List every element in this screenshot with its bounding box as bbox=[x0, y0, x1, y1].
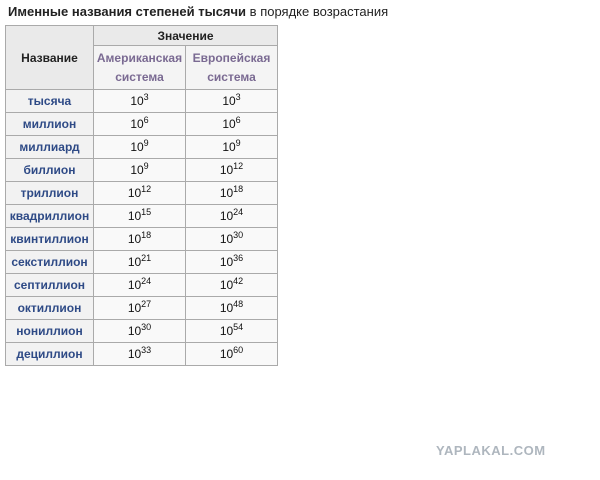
table-row bbox=[6, 251, 278, 274]
power-exponent: 9 bbox=[143, 161, 149, 171]
power-base: 10 bbox=[219, 301, 234, 315]
table-body bbox=[6, 90, 278, 366]
caption-subtitle: в порядке возрастания bbox=[246, 4, 389, 19]
power-exponent: 36 bbox=[233, 253, 244, 263]
power-base: 10 bbox=[219, 278, 234, 292]
power-base: 10 bbox=[219, 186, 234, 200]
american-value bbox=[94, 228, 186, 251]
power-exponent: 42 bbox=[233, 276, 244, 286]
power-exponent: 60 bbox=[233, 345, 244, 355]
table-row bbox=[6, 136, 278, 159]
american-value bbox=[94, 136, 186, 159]
european-value bbox=[186, 182, 278, 205]
european-value bbox=[186, 90, 278, 113]
power-base: 10 bbox=[130, 94, 144, 108]
american-value bbox=[94, 274, 186, 297]
header-american-system: Американская система bbox=[94, 46, 186, 90]
american-value bbox=[94, 320, 186, 343]
european-value bbox=[186, 136, 278, 159]
power-exponent: 27 bbox=[141, 299, 152, 309]
power-exponent: 18 bbox=[233, 184, 244, 194]
power-base: 10 bbox=[127, 278, 142, 292]
power-base: 10 bbox=[127, 255, 142, 269]
number-name[interactable]: миллион bbox=[6, 113, 94, 136]
table-row bbox=[6, 297, 278, 320]
powers-table bbox=[5, 25, 278, 366]
table-row bbox=[6, 90, 278, 113]
power-exponent: 24 bbox=[141, 276, 152, 286]
power-base: 10 bbox=[127, 186, 142, 200]
power-exponent: 21 bbox=[141, 253, 152, 263]
power-exponent: 18 bbox=[141, 230, 152, 240]
power-base: 10 bbox=[219, 324, 234, 338]
power-base: 10 bbox=[130, 163, 144, 177]
power-base: 10 bbox=[219, 347, 234, 361]
power-base: 10 bbox=[219, 232, 234, 246]
power-base: 10 bbox=[127, 232, 142, 246]
table-row bbox=[6, 228, 278, 251]
power-exponent: 33 bbox=[141, 345, 152, 355]
american-value bbox=[94, 343, 186, 366]
table-row bbox=[6, 320, 278, 343]
european-value bbox=[186, 113, 278, 136]
american-value bbox=[94, 297, 186, 320]
number-name[interactable]: квинтиллион bbox=[6, 228, 94, 251]
table-row bbox=[6, 159, 278, 182]
number-name[interactable]: септиллион bbox=[6, 274, 94, 297]
number-name[interactable]: квадриллион bbox=[6, 205, 94, 228]
power-base: 10 bbox=[219, 163, 234, 177]
power-exponent: 24 bbox=[233, 207, 244, 217]
american-value bbox=[94, 90, 186, 113]
site-watermark: YAPLAKAL.COM bbox=[436, 443, 546, 458]
table-row bbox=[6, 343, 278, 366]
american-value bbox=[94, 205, 186, 228]
american-value bbox=[94, 251, 186, 274]
power-base: 10 bbox=[127, 347, 142, 361]
power-base: 10 bbox=[219, 209, 234, 223]
number-name[interactable]: биллион bbox=[6, 159, 94, 182]
number-name[interactable]: миллиард bbox=[6, 136, 94, 159]
power-exponent: 30 bbox=[233, 230, 244, 240]
power-base: 10 bbox=[127, 209, 142, 223]
number-name[interactable]: секстиллион bbox=[6, 251, 94, 274]
power-exponent: 12 bbox=[141, 184, 152, 194]
european-value bbox=[186, 320, 278, 343]
number-name[interactable]: триллион bbox=[6, 182, 94, 205]
power-exponent: 9 bbox=[235, 138, 241, 148]
table-row bbox=[6, 274, 278, 297]
power-base: 10 bbox=[130, 117, 144, 131]
power-exponent: 15 bbox=[141, 207, 152, 217]
number-name[interactable]: нониллион bbox=[6, 320, 94, 343]
european-value bbox=[186, 159, 278, 182]
power-base: 10 bbox=[222, 94, 236, 108]
header-name: Название bbox=[6, 26, 94, 90]
header-european-system: Европейская система bbox=[186, 46, 278, 90]
table-row bbox=[6, 205, 278, 228]
table-row bbox=[6, 113, 278, 136]
american-value bbox=[94, 182, 186, 205]
power-base: 10 bbox=[222, 140, 236, 154]
header-value: Значение bbox=[94, 26, 278, 46]
power-exponent: 48 bbox=[233, 299, 244, 309]
caption-title: Именные названия степеней тысячи bbox=[8, 4, 247, 19]
european-value bbox=[186, 343, 278, 366]
european-value bbox=[186, 274, 278, 297]
power-exponent: 3 bbox=[143, 92, 149, 102]
american-value bbox=[94, 159, 186, 182]
power-base: 10 bbox=[219, 255, 234, 269]
power-base: 10 bbox=[127, 301, 142, 315]
european-value bbox=[186, 297, 278, 320]
table-row bbox=[6, 182, 278, 205]
power-base: 10 bbox=[127, 324, 142, 338]
power-exponent: 30 bbox=[141, 322, 152, 332]
number-name[interactable]: октиллион bbox=[6, 297, 94, 320]
power-exponent: 12 bbox=[233, 161, 244, 171]
power-base: 10 bbox=[130, 140, 144, 154]
european-value bbox=[186, 228, 278, 251]
power-exponent: 3 bbox=[235, 92, 241, 102]
european-value bbox=[186, 205, 278, 228]
american-value bbox=[94, 113, 186, 136]
table-caption bbox=[8, 4, 388, 20]
power-exponent: 6 bbox=[235, 115, 241, 125]
power-base: 10 bbox=[222, 117, 236, 131]
power-exponent: 9 bbox=[143, 138, 149, 148]
european-value bbox=[186, 251, 278, 274]
header-row bbox=[6, 26, 278, 46]
power-exponent: 54 bbox=[233, 322, 244, 332]
power-exponent: 6 bbox=[143, 115, 149, 125]
number-name[interactable]: дециллион bbox=[6, 343, 94, 366]
number-name[interactable]: тысяча bbox=[6, 90, 94, 113]
